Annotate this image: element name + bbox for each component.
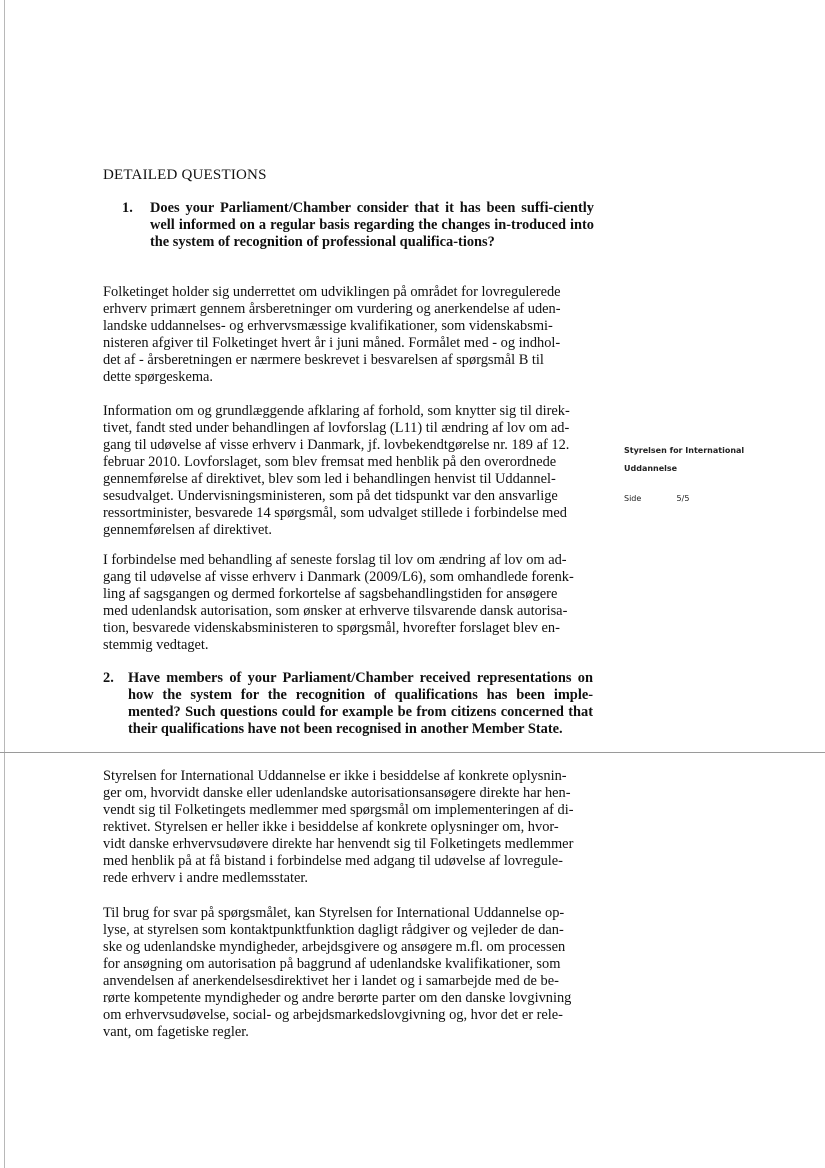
paragraph-line: Styrelsen for International Uddannelse er ikke i besiddelse af konkrete oplysnin- [103, 768, 567, 784]
paragraph-line: vendt sig til Folketingets medlemmer med spørgsmål om implementeringen af di- [103, 802, 574, 818]
paragraph-line: I forbindelse med behandling af seneste forslag til lov om ændring af lov om ad- [103, 552, 567, 568]
paragraph-line: gang til udøvelse af visse erhverv i Danmark (2009/L6), som omhandlede forenk- [103, 569, 574, 585]
paragraph-line: stemmig vedtaget. [103, 637, 209, 653]
page-number: 5/5 [676, 494, 690, 503]
paragraph-line: Folketinget holder sig underrettet om udviklingen på området for lovregulerede [103, 284, 561, 300]
paragraph-line: Til brug for svar på spørgsmålet, kan Styrelsen for International Uddannelse op- [103, 905, 565, 921]
paragraph-line: ske og udenlandske myndigheder, arbejdsgivere og ansøgere m.fl. om processen [103, 939, 566, 955]
paragraph-line: Information om og grundlæggende afklaring af forhold, som knytter sig til direk- [103, 403, 570, 419]
paragraph-line: med udenlandsk autorisation, som ønsker at erhverve tilsvarende dansk autorisa- [103, 603, 568, 619]
paragraph-line: dette spørgeskema. [103, 369, 214, 385]
question-2 [103, 670, 593, 738]
paragraph-line: vidt danske erhvervsudøvere direkte har henvendt sig til Folketingets medlemmer [103, 836, 574, 852]
paragraph-line: tivet, fandt sted under behandlingen af lovforslag (L11) til ændring af lov om ad- [103, 420, 570, 436]
question-1-number: 1. [122, 200, 133, 216]
question-1-text: Does your Parliament/Chamber consider that it has been suffi-ciently well informed on a regular basis regarding the changes in-troduced into the system of recognition of professional qualifica-tions? [150, 200, 594, 250]
question-2-number: 2. [103, 670, 114, 686]
paragraph-line: tion, besvarede videnskabsministeren to spørgsmål, hvorefter forslaget blev en- [103, 620, 560, 636]
paragraph-line: gennemførelse af direktivet, blev som led i behandlingen henvist til Uddannel- [103, 471, 556, 487]
paragraph-line: gang til udøvelse af visse erhverv i Danmark, jf. lovbekendtgørelse nr. 189 af 12. [103, 437, 570, 453]
paragraph-line: ling af sagsgangen og dermed forkortelse af sagsbehandlingstiden for ansøgere [103, 586, 558, 602]
paragraph-line: om erhvervsudøvelse, social- og arbejdsmarkedslovgivning og, hvor det er rele- [103, 1007, 563, 1023]
paragraph-line: rektivet. Styrelsen er heller ikke i besiddelse af konkrete oplysninger om, hvor- [103, 819, 559, 835]
question-2-text: Have members of your Parliament/Chamber received representations on how the system for the recognition of qualifications has been imple-mented? Such questions could for example be from citizens concerned that their qualifications have not been recognised in another Member State. [128, 670, 593, 737]
answer-paragraph-4 [103, 768, 589, 887]
paragraph-line: landske uddannelses- og erhvervsmæssige kvalifikationer, som videnskabsmi- [103, 318, 553, 334]
scan-divider-line [0, 752, 825, 753]
agency-name-line-2: Uddannelse [624, 464, 678, 473]
paragraph-line: februar 2010. Lovforslaget, som blev fremsat med henblik på den overordnede [103, 454, 557, 470]
paragraph-line: for ansøgning om autorisation på baggrund af udenlandske kvalifikationer, som [103, 956, 561, 972]
paragraph-line: nisteren afgiver til Folketinget hvert år i juni måned. Formålet med - og indhol- [103, 335, 561, 351]
answer-paragraph-1 [103, 284, 589, 386]
paragraph-line: anvendelsen af anerkendelsesdirektivet her i landet og i samarbejde med de be- [103, 973, 559, 989]
page-label: Side [624, 494, 642, 503]
answer-paragraph-3 [103, 552, 589, 654]
paragraph-line: gennemførelsen af direktivet. [103, 522, 273, 538]
question-1 [122, 200, 594, 251]
sidebar-agency-info [624, 442, 744, 503]
section-heading: DETAILED QUESTIONS [103, 167, 267, 183]
answer-paragraph-2 [103, 403, 589, 539]
paragraph-line: ger om, hvorvidt danske eller udenlandske autorisationsansøgere direkte har hen- [103, 785, 571, 801]
paragraph-line: det af - årsberetningen er nærmere beskrevet i besvarelsen af spørgsmål B til [103, 352, 544, 368]
paragraph-line: ressortminister, besvarede 14 spørgsmål, som udvalget stillede i forbindelse med [103, 505, 567, 521]
paragraph-line: sesudvalget. Undervisningsministeren, som på det tidspunkt var den ansvarlige [103, 488, 558, 504]
page-indicator [624, 494, 744, 503]
paragraph-line: rede erhverv i andre medlemsstater. [103, 870, 308, 886]
paragraph-line: rørte kompetente myndigheder og andre berørte parter om den danske lovgivning [103, 990, 572, 1006]
paragraph-line: lyse, at styrelsen som kontaktpunktfunktion dagligt rådgiver og vejleder de dan- [103, 922, 564, 938]
paragraph-line: vant, om fagetiske regler. [103, 1024, 249, 1040]
answer-paragraph-5 [103, 905, 589, 1041]
scan-left-edge [4, 0, 5, 1168]
paragraph-line: erhverv primært gennem årsberetninger om vurdering og anerkendelse af uden- [103, 301, 561, 317]
agency-name-line-1: Styrelsen for International [624, 446, 745, 455]
paragraph-line: med henblik på at få bistand i forbindelse med adgang til udøvelse af lovregule- [103, 853, 563, 869]
